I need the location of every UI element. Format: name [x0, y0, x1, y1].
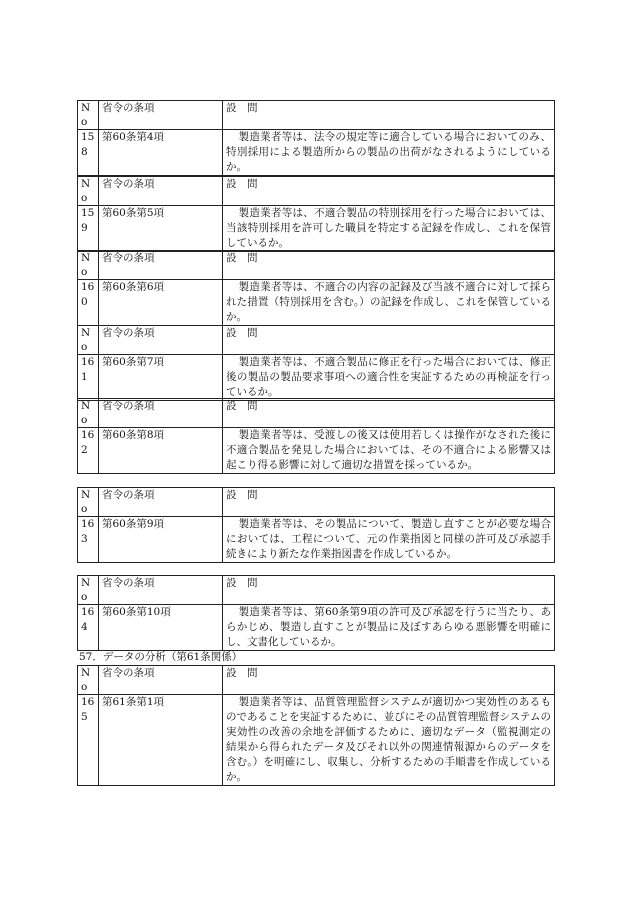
table-row	[78, 130, 555, 176]
table-header-row	[78, 666, 555, 695]
header-article: 省令の条項	[99, 576, 223, 605]
header-question: 設 問	[223, 666, 555, 695]
item-article: 第60条第10項	[99, 605, 223, 651]
item-article: 第61条第1項	[99, 695, 223, 786]
table-header-row	[78, 326, 555, 355]
table-row	[78, 355, 555, 401]
item-no: 165	[78, 695, 99, 786]
item-question: 製造業者等は、法令の規定等に適合している場合においてのみ、特別採用による製造所からの製品の出荷がなされるようにしているか。	[223, 130, 555, 176]
header-article: 省令の条項	[99, 251, 223, 280]
item-article: 第60条第7項	[99, 355, 223, 401]
item-no: 161	[78, 355, 99, 401]
header-no: No	[78, 101, 99, 130]
item-no: 158	[78, 130, 99, 176]
header-article: 省令の条項	[99, 488, 223, 517]
header-no: No	[78, 326, 99, 355]
question-table	[77, 487, 555, 563]
table-header-row	[78, 251, 555, 280]
item-article: 第60条第6項	[99, 280, 223, 326]
item-question: 製造業者等は、受渡しの後又は使用若しくは操作がなされた後に不適合製品を発見した場合においては、その不適合による影響又は起こり得る影響に対して適切な措置を採っているか。	[223, 428, 555, 474]
question-table	[77, 398, 555, 474]
table-row	[78, 517, 555, 563]
item-article: 第60条第4項	[99, 130, 223, 176]
header-no: No	[78, 488, 99, 517]
header-question: 設 問	[223, 326, 555, 355]
table-row	[78, 280, 555, 326]
header-question: 設 問	[223, 251, 555, 280]
table-row	[78, 695, 555, 786]
header-no: No	[78, 251, 99, 280]
question-table	[77, 325, 555, 401]
header-no: No	[78, 576, 99, 605]
table-header-row	[78, 399, 555, 428]
table-row	[78, 605, 555, 651]
header-article: 省令の条項	[99, 101, 223, 130]
header-question: 設 問	[223, 101, 555, 130]
header-no: No	[78, 666, 99, 695]
header-question: 設 問	[223, 488, 555, 517]
item-no: 159	[78, 206, 99, 252]
header-article: 省令の条項	[99, 326, 223, 355]
item-question: 製造業者等は、品質管理監督システムが適切かつ実効性のあるものであることを実証するために、並びにその品質管理監督システムの実効性の改善の余地を評価するために、適切なデータ（監視測定の結果から得られたデータ及びそれ以外の関連情報源からのデータを含む。）を明確にし、収集し、分析するための手順書を作成しているか。	[223, 695, 555, 786]
item-question: 製造業者等は、その製品について、製造し直すことが必要な場合においては、工程について、元の作業指図と同様の許可及び承認手続きにより新たな作業指図書を作成しているか。	[223, 517, 555, 563]
header-no: No	[78, 399, 99, 428]
header-question: 設 問	[223, 177, 555, 206]
item-question: 製造業者等は、不適合の内容の記録及び当該不適合に対して採られた措置（特別採用を含む。）の記録を作成し、これを保管しているか。	[223, 280, 555, 326]
item-no: 163	[78, 517, 99, 563]
item-no: 160	[78, 280, 99, 326]
section-heading: 57．データの分析（第61条関係）	[79, 651, 243, 663]
header-question: 設 問	[223, 576, 555, 605]
header-article: 省令の条項	[99, 399, 223, 428]
item-no: 164	[78, 605, 99, 651]
item-question: 製造業者等は、不適合製品の特別採用を行った場合においては、当該特別採用を許可した職員を特定する記録を作成し、これを保管しているか。	[223, 206, 555, 252]
item-article: 第60条第8項	[99, 428, 223, 474]
question-table	[77, 100, 555, 176]
question-table	[77, 665, 555, 786]
table-row	[78, 428, 555, 474]
table-header-row	[78, 101, 555, 130]
item-question: 製造業者等は、第60条第9項の許可及び承認を行うに当たり、あらかじめ、製造し直すことが製品に及ぼすあらゆる悪影響を明確にし、文書化しているか。	[223, 605, 555, 651]
header-article: 省令の条項	[99, 177, 223, 206]
header-no: No	[78, 177, 99, 206]
table-header-row	[78, 177, 555, 206]
table-row	[78, 206, 555, 252]
question-table	[77, 575, 555, 651]
table-header-row	[78, 576, 555, 605]
question-table	[77, 250, 555, 326]
table-header-row	[78, 488, 555, 517]
header-question: 設 問	[223, 399, 555, 428]
header-article: 省令の条項	[99, 666, 223, 695]
item-question: 製造業者等は、不適合製品に修正を行った場合においては、修正後の製品の製品要求事項への適合性を実証するための再検証を行っているか。	[223, 355, 555, 401]
item-no: 162	[78, 428, 99, 474]
item-article: 第60条第5項	[99, 206, 223, 252]
item-article: 第60条第9項	[99, 517, 223, 563]
question-table	[77, 176, 555, 252]
